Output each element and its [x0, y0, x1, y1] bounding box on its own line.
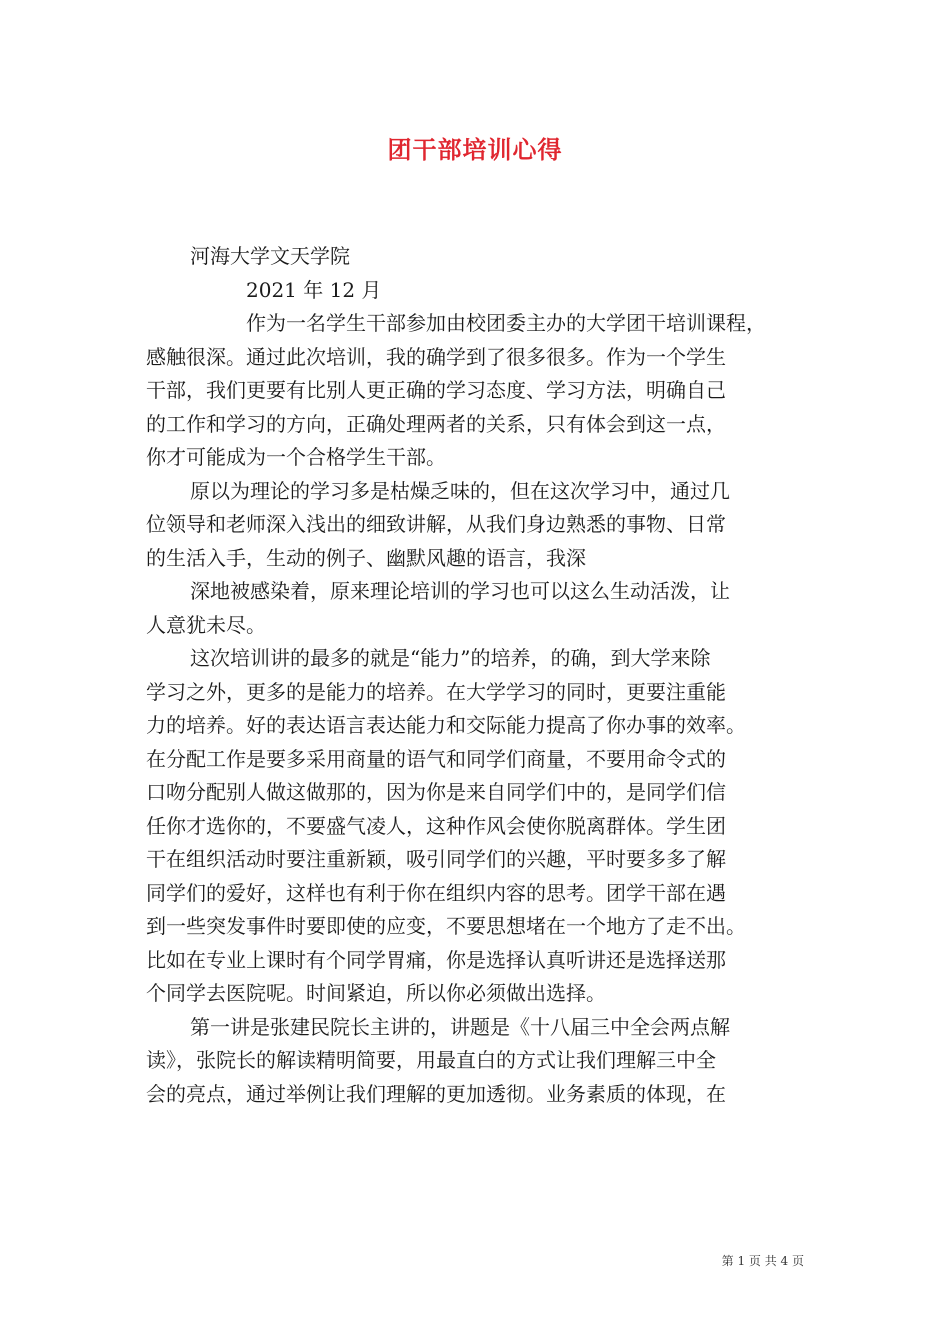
- document-body: [146, 240, 818, 1111]
- text-line: 会的亮点，通过举例让我们理解的更加透彻。业务素质的体现，在: [146, 1081, 726, 1106]
- date-line: 2021 年 12 月: [246, 277, 382, 302]
- text-line: 位领导和老师深入浅出的细致讲解，从我们身边熟悉的事物、日常: [146, 512, 726, 536]
- document-title: 团干部培训心得: [387, 135, 563, 164]
- text-line: 深地被感染着，原来理论培训的学习也可以这么生动活泼，让: [190, 579, 730, 603]
- text-line: 到一些突发事件时要即使的应变，不要思想堵在一个地方了走不出。: [146, 914, 746, 938]
- text-line: 原以为理论的学习多是枯燥乏味的，但在这次学习中，通过几: [190, 478, 730, 503]
- text-line: 同学们的爱好，这样也有利于你在组织内容的思考。团学干部在遇: [146, 880, 726, 905]
- text-line: 人意犹未尽。: [146, 612, 266, 637]
- text-line: 个同学去医院呢。时间紧迫，所以你必须做出选择。: [146, 981, 606, 1005]
- paragraph-lines: [146, 307, 818, 1111]
- text-line: 作为一名学生干部参加由校团委主办的大学团干培训课程，: [246, 311, 766, 335]
- text-line: 在分配工作是要多采用商量的语气和同学们商量，不要用命令式的: [146, 746, 726, 771]
- institution-line: 河海大学文天学院: [190, 244, 350, 268]
- text-line: 的生活入手，生动的例子、幽默风趣的语言，我深: [146, 545, 586, 570]
- text-line: 你才可能成为一个合格学生干部。: [146, 445, 446, 469]
- text-line: 第一讲是张建民院长主讲的，讲题是《十八届三中全会两点解: [190, 1014, 730, 1039]
- text-line: 的工作和学习的方向，正确处理两者的关系，只有体会到这一点，: [146, 411, 726, 436]
- text-line: 感触很深。通过此次培训，我的确学到了很多很多。作为一个学生: [146, 344, 726, 369]
- text-line: 任你才选你的，不要盛气凌人，这种作风会使你脱离群体。学生团: [146, 813, 726, 838]
- text-line: 干在组织活动时要注重新颖，吸引同学们的兴趣，平时要多多了解: [146, 847, 726, 871]
- text-line: 口吻分配别人做这做那的，因为你是来自同学们中的，是同学们信: [146, 780, 726, 804]
- text-line: 力的培养。好的表达语言表达能力和交际能力提高了你办事的效率。: [146, 713, 746, 737]
- text-line: 读》，张院长的解读精明简要，用最直白的方式让我们理解三中全: [146, 1048, 716, 1072]
- text-line: 这次培训讲的最多的就是“能力”的培养，的确，到大学来除: [190, 646, 711, 670]
- text-line: 比如在专业上课时有个同学胃痛，你是选择认真听讲还是选择送那: [146, 947, 726, 972]
- text-line: 学习之外，更多的是能力的培养。在大学学习的同时，更要注重能: [146, 679, 726, 704]
- text-line: 干部，我们更要有比别人更正确的学习态度、学习方法，明确自己: [146, 378, 726, 402]
- page-footer: 第 1 页 共 4 页: [721, 1254, 804, 1268]
